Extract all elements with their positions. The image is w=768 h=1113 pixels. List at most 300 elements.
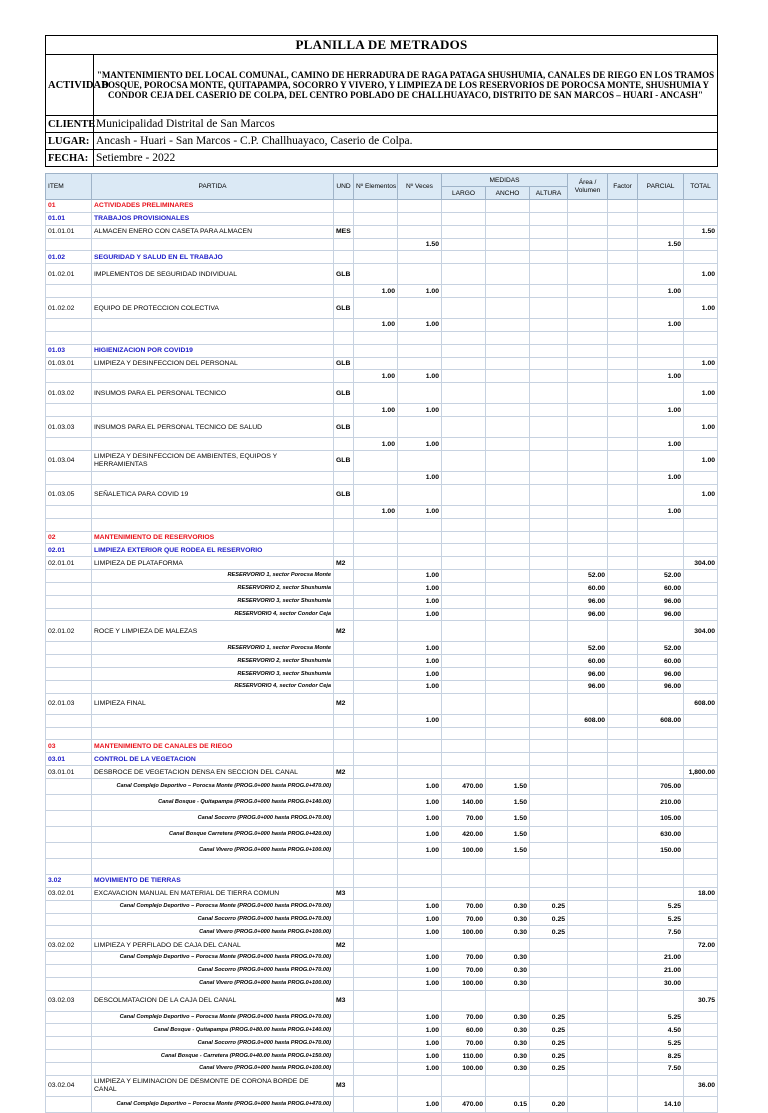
cell-elementos [354, 680, 398, 693]
cell-total [684, 1062, 718, 1075]
cell-ancho [486, 680, 530, 693]
cell-area [568, 357, 608, 370]
cell-parcial: 7.50 [638, 926, 684, 939]
cell-area [568, 225, 608, 238]
cell-factor [608, 766, 638, 779]
cell-area [568, 505, 608, 518]
section-row [46, 740, 718, 753]
cell-veces: 1.00 [398, 570, 442, 583]
cell-total [684, 655, 718, 668]
cell-veces [398, 753, 442, 766]
cell-largo [442, 875, 486, 888]
cell-largo [442, 887, 486, 900]
cell-item: 03 [46, 740, 92, 753]
cell-factor [608, 811, 638, 827]
cell-partida: LIMPIEZA Y PERFILADO DE CAJA DEL CANAL [92, 939, 334, 952]
cell-elementos [354, 964, 398, 977]
cell-veces [398, 344, 442, 357]
detail-row [46, 238, 718, 251]
cell-area [568, 753, 608, 766]
cell-altura [530, 843, 568, 859]
cell-altura [530, 285, 568, 298]
cell-veces: 1.00 [398, 370, 442, 383]
cell-und [334, 595, 354, 608]
cell-veces: 1.50 [398, 238, 442, 251]
cell-largo [442, 714, 486, 727]
cell-veces [398, 298, 442, 319]
cell-item [46, 595, 92, 608]
cell-total [684, 251, 718, 264]
cell-largo [442, 727, 486, 740]
cell-area [568, 438, 608, 451]
cell-parcial [638, 200, 684, 213]
cell-ancho: 0.30 [486, 952, 530, 965]
cell-altura [530, 471, 568, 484]
cell-partida: Canal Complejo Deportivo – Porocsa Monte (PROG.0+000 hasta PROG.0+470.00) [92, 779, 334, 795]
cell-elementos: 1.00 [354, 319, 398, 332]
cell-parcial: 14.10 [638, 1096, 684, 1112]
cell-elementos [354, 450, 398, 471]
cell-altura [530, 531, 568, 544]
cell-total: 30.75 [684, 990, 718, 1011]
detail-row [46, 811, 718, 827]
blank-row [46, 859, 718, 875]
cell-area: 52.00 [568, 642, 608, 655]
cell-partida: Canal Bosque - Quitapampa (PROG.0+000 hasta PROG.0+140.00) [92, 795, 334, 811]
cell-area [568, 843, 608, 859]
cell-partida: Canal Vivero (PROG.0+000 hasta PROG.0+100.00) [92, 977, 334, 990]
cell-total [684, 1024, 718, 1037]
cell-item [46, 1096, 92, 1112]
cell-und [334, 859, 354, 875]
cell-und [334, 582, 354, 595]
cell-total [684, 740, 718, 753]
cell-parcial [638, 939, 684, 952]
cell-area [568, 285, 608, 298]
cell-parcial [638, 727, 684, 740]
detail-row [46, 1062, 718, 1075]
cell-elementos [354, 608, 398, 621]
cell-item [46, 608, 92, 621]
cell-factor [608, 471, 638, 484]
cell-und [334, 570, 354, 583]
lugar-label: LUGAR: [46, 133, 94, 150]
cell-partida: RESERVORIO 2, sector Shushumia [92, 655, 334, 668]
cell-ancho [486, 727, 530, 740]
cell-ancho [486, 582, 530, 595]
cell-area [568, 952, 608, 965]
item-row [46, 225, 718, 238]
cell-area [568, 621, 608, 642]
detail-row [46, 595, 718, 608]
cell-factor [608, 1024, 638, 1037]
cell-area [568, 518, 608, 531]
cell-factor [608, 285, 638, 298]
cell-item: 03.02.02 [46, 939, 92, 952]
cell-ancho [486, 570, 530, 583]
cell-ancho [486, 298, 530, 319]
cell-largo [442, 693, 486, 714]
item-row [46, 484, 718, 505]
cell-item: 01.02.01 [46, 264, 92, 285]
cell-und: GLB [334, 484, 354, 505]
cell-total [684, 608, 718, 621]
cell-ancho [486, 471, 530, 484]
cell-item [46, 926, 92, 939]
cell-und: GLB [334, 264, 354, 285]
cell-elementos [354, 887, 398, 900]
item-row [46, 766, 718, 779]
section-row [46, 251, 718, 264]
cell-elementos: 1.00 [354, 505, 398, 518]
cell-largo: 70.00 [442, 811, 486, 827]
cell-area [568, 544, 608, 557]
col-area: Área / Volumen [568, 174, 608, 200]
detail-row [46, 680, 718, 693]
cell-item [46, 1062, 92, 1075]
cell-partida: Canal Vivero (PROG.0+000 hasta PROG.0+100.00) [92, 926, 334, 939]
cell-elementos [354, 212, 398, 225]
detail-row [46, 570, 718, 583]
cell-und [334, 952, 354, 965]
cell-total: 304.00 [684, 621, 718, 642]
cell-area [568, 471, 608, 484]
cell-area [568, 370, 608, 383]
cell-elementos [354, 595, 398, 608]
cell-altura [530, 753, 568, 766]
cell-total [684, 843, 718, 859]
cell-factor [608, 404, 638, 417]
cell-partida [92, 505, 334, 518]
cell-partida: LIMPIEZA FINAL [92, 693, 334, 714]
cell-area [568, 450, 608, 471]
cell-partida: INSUMOS PARA EL PERSONAL TECNICO DE SALUD [92, 417, 334, 438]
item-row [46, 417, 718, 438]
cell-total [684, 595, 718, 608]
cell-parcial [638, 344, 684, 357]
cell-ancho [486, 766, 530, 779]
cell-partida: SEGURIDAD Y SALUD EN EL TRABAJO [92, 251, 334, 264]
cell-area: 96.00 [568, 595, 608, 608]
cell-ancho: 0.30 [486, 964, 530, 977]
cell-partida: RESERVORIO 1, sector Porocsa Monte [92, 570, 334, 583]
cell-parcial [638, 557, 684, 570]
cell-total [684, 964, 718, 977]
cell-parcial [638, 693, 684, 714]
cell-und [334, 977, 354, 990]
cell-parcial: 1.00 [638, 370, 684, 383]
cell-total [684, 811, 718, 827]
cell-partida [92, 438, 334, 451]
cell-und [334, 344, 354, 357]
cell-total [684, 859, 718, 875]
cell-elementos [354, 740, 398, 753]
cell-altura [530, 251, 568, 264]
cell-ancho: 0.15 [486, 1096, 530, 1112]
cell-item [46, 471, 92, 484]
cell-partida: MANTENIMIENTO DE CANALES DE RIEGO [92, 740, 334, 753]
section-row [46, 753, 718, 766]
cell-area [568, 1037, 608, 1050]
cell-veces: 1.00 [398, 608, 442, 621]
section-row [46, 344, 718, 357]
cell-largo [442, 471, 486, 484]
cell-factor [608, 417, 638, 438]
detail-row [46, 926, 718, 939]
sheet-header [45, 35, 718, 167]
cell-ancho [486, 544, 530, 557]
cell-item [46, 827, 92, 843]
cell-parcial [638, 753, 684, 766]
cell-veces [398, 450, 442, 471]
cell-und [334, 926, 354, 939]
cell-veces [398, 939, 442, 952]
cell-veces: 1.00 [398, 582, 442, 595]
col-und: UND [334, 174, 354, 200]
cell-factor [608, 964, 638, 977]
cell-parcial: 5.25 [638, 1037, 684, 1050]
cell-und [334, 1050, 354, 1063]
cell-factor [608, 370, 638, 383]
cell-area: 608.00 [568, 714, 608, 727]
cell-item [46, 655, 92, 668]
cell-factor [608, 952, 638, 965]
cell-veces: 1.00 [398, 471, 442, 484]
cell-partida: LIMPIEZA Y ELIMINACION DE DESMONTE DE CORONA BORDE DE CANAL [92, 1075, 334, 1096]
cell-altura [530, 200, 568, 213]
cell-elementos [354, 417, 398, 438]
cell-factor [608, 383, 638, 404]
cell-ancho [486, 642, 530, 655]
cell-factor [608, 875, 638, 888]
cell-item [46, 285, 92, 298]
cell-parcial: 210.00 [638, 795, 684, 811]
cell-largo [442, 450, 486, 471]
detail-row [46, 900, 718, 913]
cell-partida [92, 370, 334, 383]
cell-item: 01.01 [46, 212, 92, 225]
cell-veces: 1.00 [398, 680, 442, 693]
cell-total [684, 926, 718, 939]
detail-row [46, 952, 718, 965]
detail-row [46, 977, 718, 990]
cell-total: 1,800.00 [684, 766, 718, 779]
cell-altura [530, 668, 568, 681]
cell-und [334, 1011, 354, 1024]
cell-altura [530, 383, 568, 404]
cell-factor [608, 753, 638, 766]
cell-und: M3 [334, 887, 354, 900]
cell-factor [608, 608, 638, 621]
cell-elementos [354, 939, 398, 952]
cell-parcial [638, 518, 684, 531]
cell-area [568, 1011, 608, 1024]
cell-altura: 0.25 [530, 1011, 568, 1024]
cell-elementos: 1.00 [354, 285, 398, 298]
cell-area [568, 319, 608, 332]
cell-factor [608, 595, 638, 608]
cell-largo [442, 383, 486, 404]
cell-largo [442, 251, 486, 264]
cell-elementos [354, 827, 398, 843]
cell-ancho [486, 990, 530, 1011]
cell-area [568, 693, 608, 714]
cell-item [46, 714, 92, 727]
cell-factor [608, 913, 638, 926]
cell-ancho [486, 225, 530, 238]
cell-largo [442, 621, 486, 642]
cell-item [46, 977, 92, 990]
cell-area: 60.00 [568, 582, 608, 595]
cell-ancho [486, 285, 530, 298]
cell-ancho: 1.50 [486, 843, 530, 859]
cell-factor [608, 668, 638, 681]
cell-elementos [354, 875, 398, 888]
cell-total [684, 438, 718, 451]
cell-und: M3 [334, 990, 354, 1011]
cell-largo: 100.00 [442, 977, 486, 990]
cell-total [684, 582, 718, 595]
cell-largo: 70.00 [442, 1011, 486, 1024]
cell-total [684, 238, 718, 251]
cell-partida: IMPLEMENTOS DE SEGURIDAD INDIVIDUAL [92, 264, 334, 285]
cell-factor [608, 939, 638, 952]
cell-item [46, 1050, 92, 1063]
cell-altura [530, 331, 568, 344]
cell-parcial [638, 383, 684, 404]
cell-und [334, 200, 354, 213]
cell-und [334, 1024, 354, 1037]
cell-largo [442, 753, 486, 766]
item-row [46, 887, 718, 900]
cell-ancho [486, 595, 530, 608]
cell-parcial: 1.00 [638, 319, 684, 332]
cell-ancho [486, 264, 530, 285]
cell-altura: 0.25 [530, 900, 568, 913]
table-body [46, 200, 718, 1113]
col-medidas: MEDIDAS [442, 174, 568, 187]
blank-row [46, 727, 718, 740]
cell-elementos [354, 1037, 398, 1050]
cell-elementos: 1.00 [354, 370, 398, 383]
cell-veces: 1.00 [398, 438, 442, 451]
cell-und [334, 913, 354, 926]
cell-total [684, 531, 718, 544]
cell-parcial: 52.00 [638, 642, 684, 655]
cell-parcial: 150.00 [638, 843, 684, 859]
cell-total [684, 505, 718, 518]
cell-parcial: 1.00 [638, 505, 684, 518]
cell-veces [398, 212, 442, 225]
cell-parcial [638, 298, 684, 319]
cell-item [46, 404, 92, 417]
cell-area [568, 1075, 608, 1096]
cell-und [334, 727, 354, 740]
cell-und: M2 [334, 939, 354, 952]
cell-total [684, 471, 718, 484]
cell-total [684, 518, 718, 531]
cell-veces [398, 1075, 442, 1096]
cell-largo: 420.00 [442, 827, 486, 843]
cell-veces [398, 357, 442, 370]
cell-und: GLB [334, 450, 354, 471]
cell-total [684, 680, 718, 693]
cell-elementos [354, 859, 398, 875]
cell-elementos [354, 977, 398, 990]
cell-factor [608, 212, 638, 225]
detail-row [46, 471, 718, 484]
cell-und [334, 1062, 354, 1075]
cell-item [46, 642, 92, 655]
cell-total [684, 952, 718, 965]
cell-partida [92, 714, 334, 727]
cell-altura [530, 595, 568, 608]
cell-elementos [354, 557, 398, 570]
cell-total [684, 404, 718, 417]
cell-largo [442, 264, 486, 285]
cell-largo [442, 484, 486, 505]
cell-partida: DESBROCE DE VEGETACION DENSA EN SECCION DEL CANAL [92, 766, 334, 779]
cell-area [568, 251, 608, 264]
cell-veces: 1.00 [398, 913, 442, 926]
cell-ancho [486, 238, 530, 251]
cell-total [684, 913, 718, 926]
cell-ancho: 0.30 [486, 900, 530, 913]
cell-factor [608, 795, 638, 811]
cell-altura [530, 642, 568, 655]
cell-factor [608, 900, 638, 913]
cell-total: 1.00 [684, 383, 718, 404]
cell-und [334, 964, 354, 977]
cell-partida: Canal Socorro (PROG.0+000 hasta PROG.0+70.00) [92, 1037, 334, 1050]
cell-partida: Canal Complejo Deportivo – Porocsa Monte (PROG.0+000 hasta PROG.0+70.00) [92, 900, 334, 913]
cell-und [334, 1037, 354, 1050]
cell-largo [442, 608, 486, 621]
cell-elementos: 1.00 [354, 404, 398, 417]
cell-elementos [354, 753, 398, 766]
detail-row [46, 714, 718, 727]
metrados-table [45, 173, 718, 1113]
cell-ancho [486, 557, 530, 570]
cell-factor [608, 843, 638, 859]
cell-und [334, 900, 354, 913]
cell-und [334, 370, 354, 383]
item-row [46, 939, 718, 952]
cell-altura [530, 680, 568, 693]
cell-factor [608, 1011, 638, 1024]
cell-total: 72.00 [684, 939, 718, 952]
cell-factor [608, 1096, 638, 1112]
cell-partida: Canal Bosque Carretera (PROG.0+000 hasta PROG.0+420.00) [92, 827, 334, 843]
cell-ancho [486, 875, 530, 888]
cell-parcial: 1.00 [638, 404, 684, 417]
cell-altura [530, 582, 568, 595]
cell-veces [398, 766, 442, 779]
cell-factor [608, 251, 638, 264]
cell-altura [530, 505, 568, 518]
cell-veces [398, 990, 442, 1011]
cell-partida: RESERVORIO 3, sector Shushumia [92, 668, 334, 681]
cell-altura [530, 319, 568, 332]
cell-largo [442, 595, 486, 608]
cell-largo: 70.00 [442, 952, 486, 965]
cell-elementos [354, 621, 398, 642]
cell-area [568, 779, 608, 795]
cell-elementos [354, 990, 398, 1011]
cell-und [334, 714, 354, 727]
cell-veces [398, 621, 442, 642]
cell-parcial [638, 859, 684, 875]
